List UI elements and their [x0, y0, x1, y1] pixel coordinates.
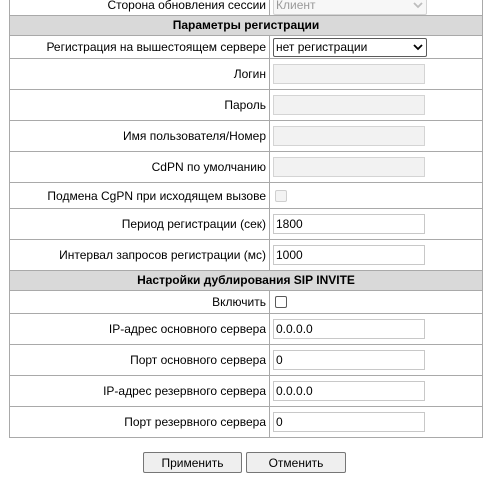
row-default-cdpn: [10, 151, 482, 182]
registration-section-header: Параметры регистрации: [10, 15, 482, 35]
username-label: Имя пользователя/Номер: [123, 129, 266, 143]
registration-period-label: Период регистрации (сек): [121, 217, 266, 231]
upstream-registration-select[interactable]: [273, 38, 427, 57]
apply-button[interactable]: Применить: [143, 452, 242, 473]
row-login: [10, 58, 482, 89]
row-upstream-registration: [10, 35, 482, 58]
row-session-update-side: [10, 0, 482, 15]
session-update-side-select[interactable]: [273, 0, 427, 15]
primary-ip-field[interactable]: [273, 319, 425, 339]
backup-port-field[interactable]: [273, 412, 425, 432]
cgpn-substitution-checkbox[interactable]: [275, 190, 287, 202]
cancel-button[interactable]: Отменить: [246, 452, 346, 473]
row-primary-port: [10, 344, 482, 375]
row-registration-interval: [10, 239, 482, 270]
default-cdpn-label: CdPN по умолчанию: [151, 160, 266, 174]
backup-port-label: Порт резервного сервера: [124, 415, 266, 429]
chevron-down-icon: [412, 41, 424, 53]
row-password: [10, 89, 482, 120]
primary-port-field[interactable]: [273, 350, 425, 370]
chevron-down-icon: [412, 0, 424, 11]
settings-panel: [9, 0, 483, 438]
backup-ip-field[interactable]: [273, 381, 425, 401]
upstream-registration-value: нет регистрации: [276, 40, 368, 54]
row-cgpn-substitution: [10, 182, 482, 208]
row-registration-period: [10, 208, 482, 239]
session-update-side-label: Сторона обновления сессии: [107, 0, 266, 12]
session-update-side-value: Клиент: [276, 0, 316, 12]
cgpn-substitution-label: Подмена CgPN при исходящем вызове: [47, 188, 266, 203]
registration-interval-field[interactable]: [273, 245, 425, 265]
password-field[interactable]: [273, 95, 425, 115]
primary-ip-label: IP-адрес основного сервера: [108, 322, 266, 336]
backup-ip-label: IP-адрес резервного сервера: [103, 384, 266, 398]
login-field[interactable]: [273, 64, 425, 84]
default-cdpn-field[interactable]: [273, 157, 425, 177]
form-buttons: [0, 452, 489, 473]
row-username: [10, 120, 482, 151]
password-label: Пароль: [224, 98, 266, 112]
registration-period-field[interactable]: [273, 214, 425, 234]
username-field[interactable]: [273, 126, 425, 146]
invite-enable-checkbox[interactable]: [275, 296, 287, 308]
row-backup-port: [10, 406, 482, 437]
invite-enable-label: Включить: [212, 295, 266, 309]
row-invite-enable: [10, 290, 482, 313]
row-backup-ip: [10, 375, 482, 406]
primary-port-label: Порт основного сервера: [130, 353, 266, 367]
login-label: Логин: [233, 67, 266, 81]
registration-interval-label: Интервал запросов регистрации (мс): [59, 248, 266, 262]
row-primary-ip: [10, 313, 482, 344]
invite-section-header: Настройки дублирования SIP INVITE: [10, 270, 482, 290]
upstream-registration-label: Регистрация на вышестоящем сервере: [46, 40, 266, 54]
